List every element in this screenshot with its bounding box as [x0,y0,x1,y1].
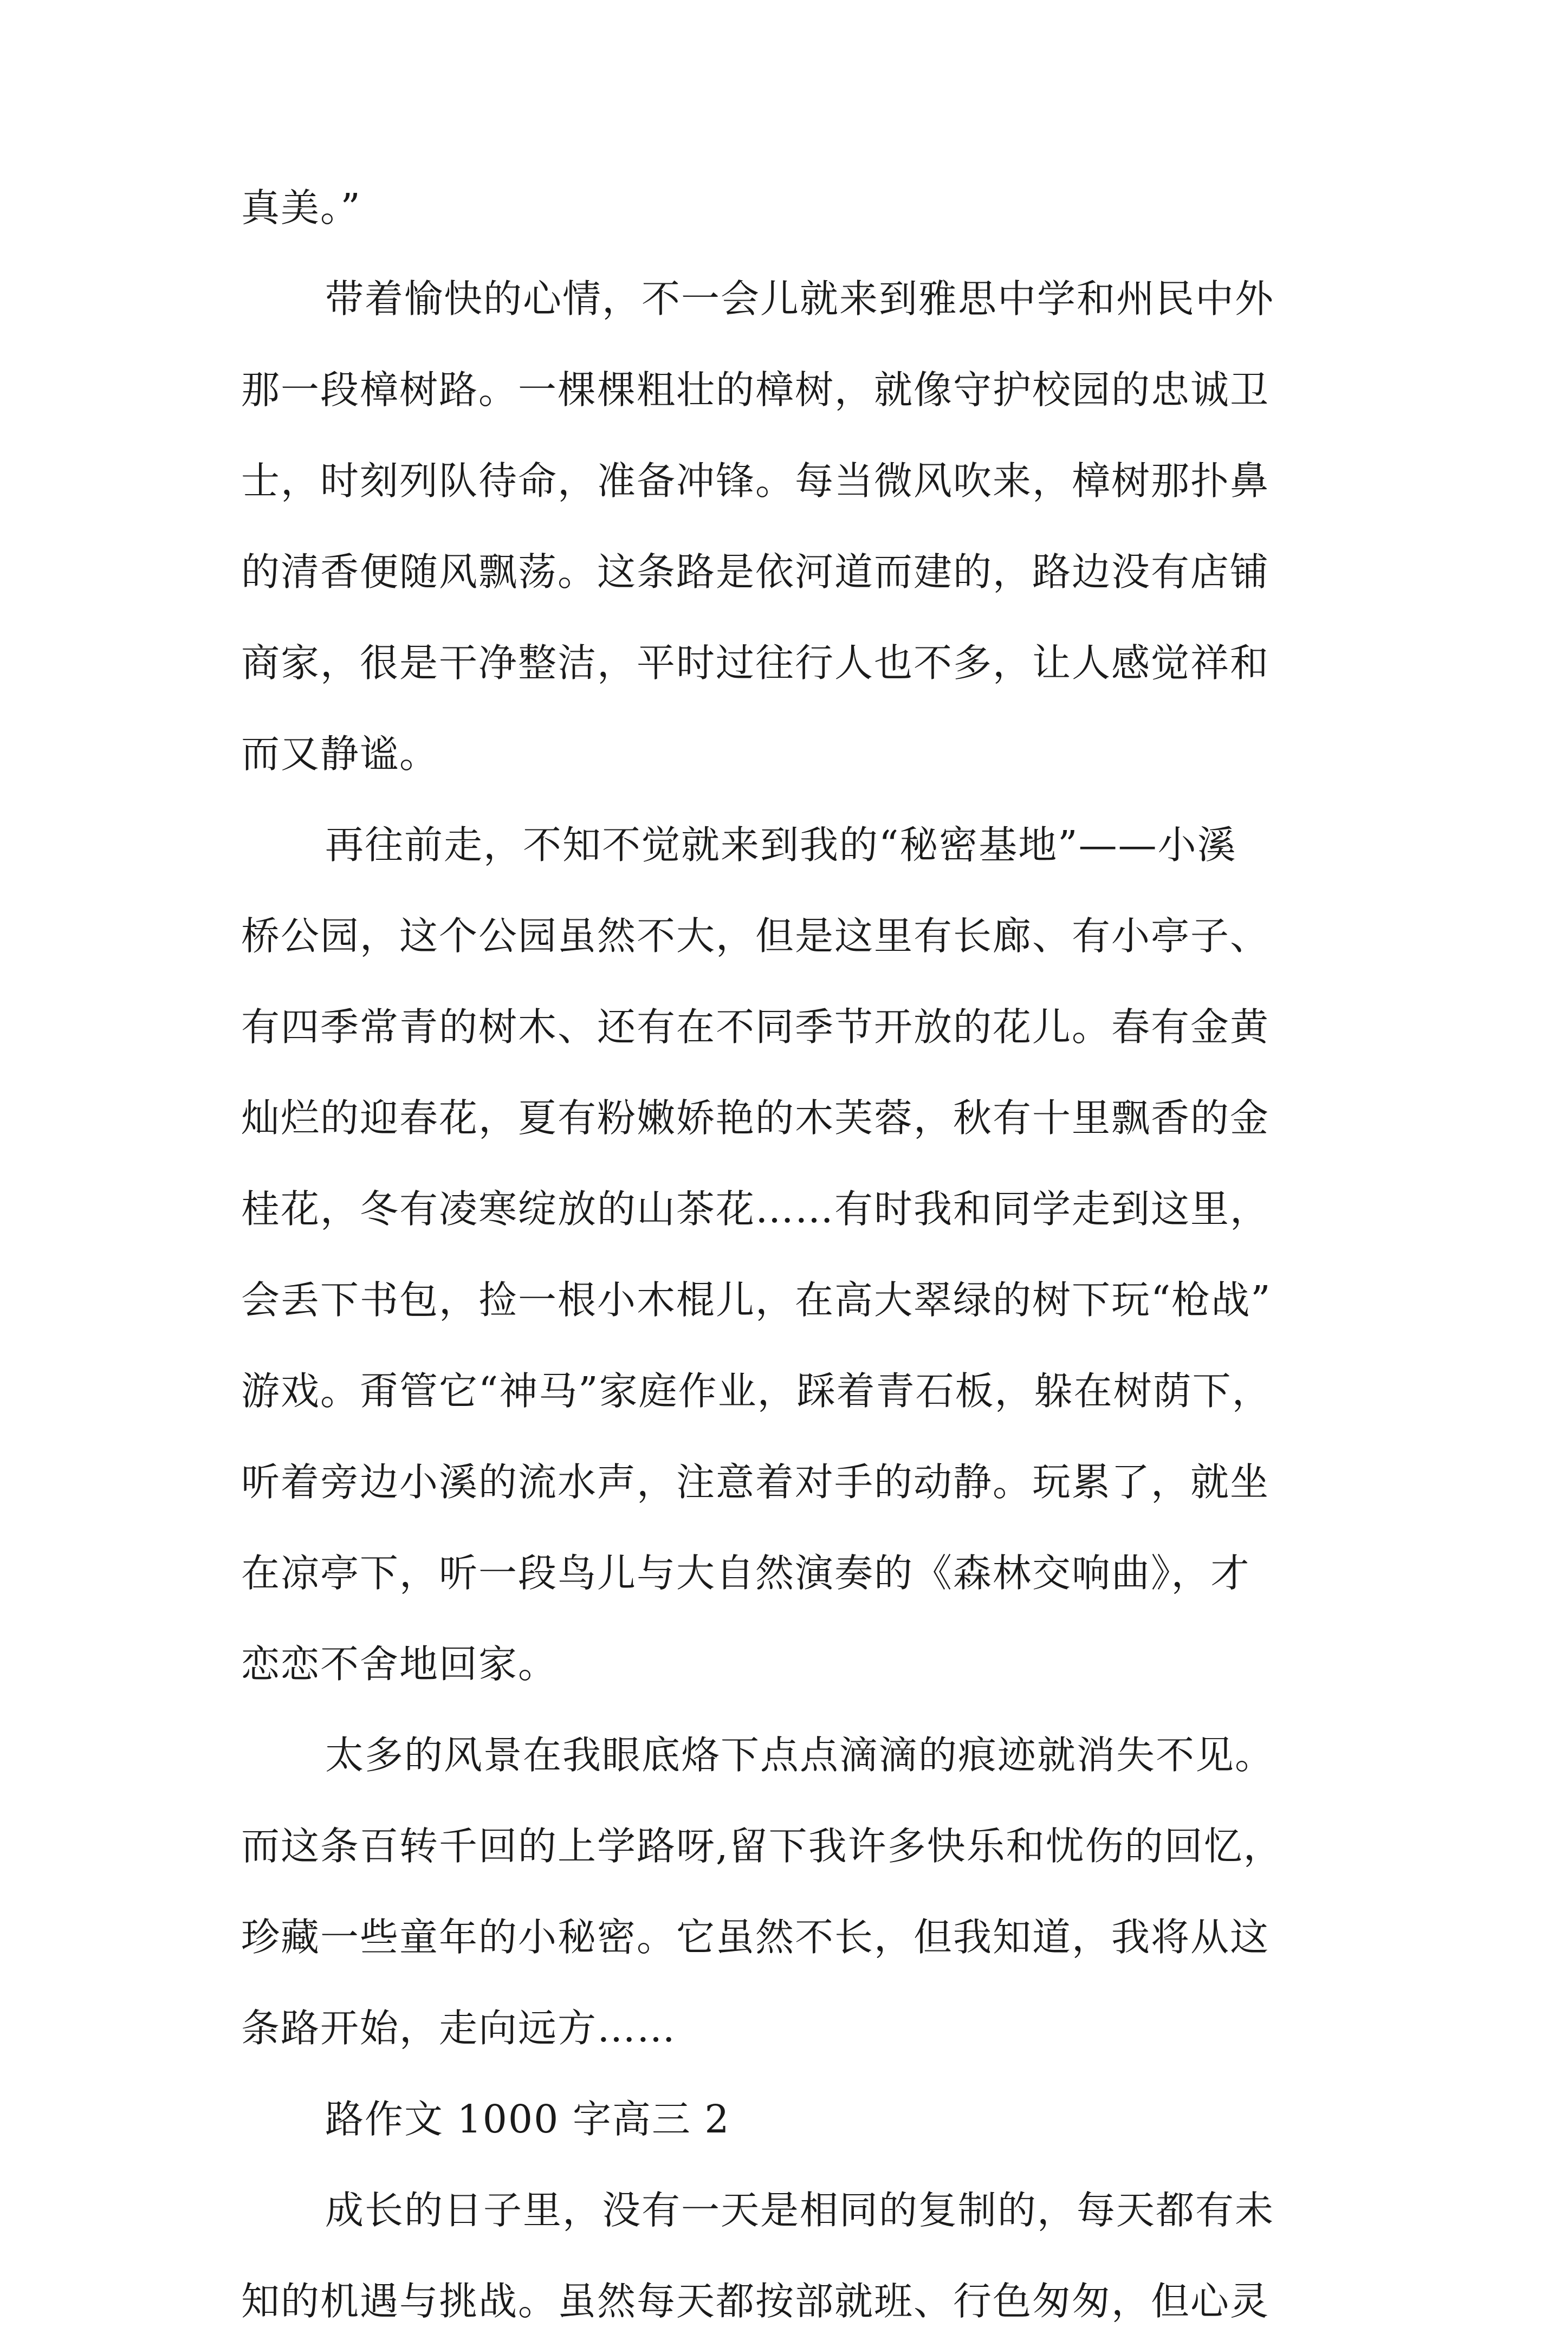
text-line: 带着愉快的心情，不一会儿就来到雅思中学和州民中外 [325,276,1275,321]
text-line: 太多的风景在我眼底烙下点点滴滴的痕迹就消失不见。 [325,1733,1275,1778]
text-line: 那一段樟树路。一棵棵粗壮的樟树，就像守护校园的忠诚卫 [241,367,1270,412]
text-line: 有四季常青的树木、还有在不同季节开放的花儿。春有金黄 [241,1004,1270,1049]
text-line: 灿烂的迎春花，夏有粉嫩娇艳的木芙蓉，秋有十里飘香的金 [241,1095,1270,1140]
text-line: 士，时刻列队待命，准备冲锋。每当微风吹来，樟树那扑鼻 [241,458,1270,503]
text-line: 恋恋不舍地回家。 [241,1642,558,1687]
text-line: 在凉亭下，听一段鸟儿与大自然演奏的《森林交响曲》，才 [241,1551,1250,1596]
text-line: 知的机遇与挑战。虽然每天都按部就班、行色匆匆，但心灵 [241,2279,1270,2324]
section-heading: 路作文 1000 字高三 2 [325,2097,730,2142]
text-line: 的清香便随风飘荡。这条路是依河道而建的，路边没有店铺 [241,549,1270,594]
document-body [241,163,1341,2347]
text-line: 桂花，冬有凌寒绽放的山茶花……有时我和同学走到这里， [241,1187,1270,1231]
text-line: 听着旁边小溪的流水声，注意着对手的动静。玩累了，就坐 [241,1460,1270,1505]
text-line: 桥公园，这个公园虽然不大，但是这里有长廊、有小亭子、 [241,913,1270,958]
text-line: 再往前走，不知不觉就来到我的“秘密基地”——小溪 [325,822,1237,867]
text-line: 会丢下书包，捡一根小木棍儿，在高大翠绿的树下玩“枪战” [241,1278,1272,1322]
text-line: 而这条百转千回的上学路呀,留下我许多快乐和忧伤的回忆， [241,1824,1283,1869]
text-line: 商家，很是干净整洁，平时过往行人也不多，让人感觉祥和 [241,640,1270,685]
text-line: 珍藏一些童年的小秘密。它虽然不长，但我知道，我将从这 [241,1915,1270,1960]
text-line: 游戏。甭管它“神马”家庭作业，踩着青石板，躲在树荫下， [241,1369,1272,1414]
text-line: 成长的日子里，没有一天是相同的复制的，每天都有未 [325,2188,1275,2233]
text-line: 条路开始，走向远方…… [241,2006,677,2051]
text-line: 而又静谧。 [241,731,439,776]
text-line: 真美。” [241,185,361,230]
